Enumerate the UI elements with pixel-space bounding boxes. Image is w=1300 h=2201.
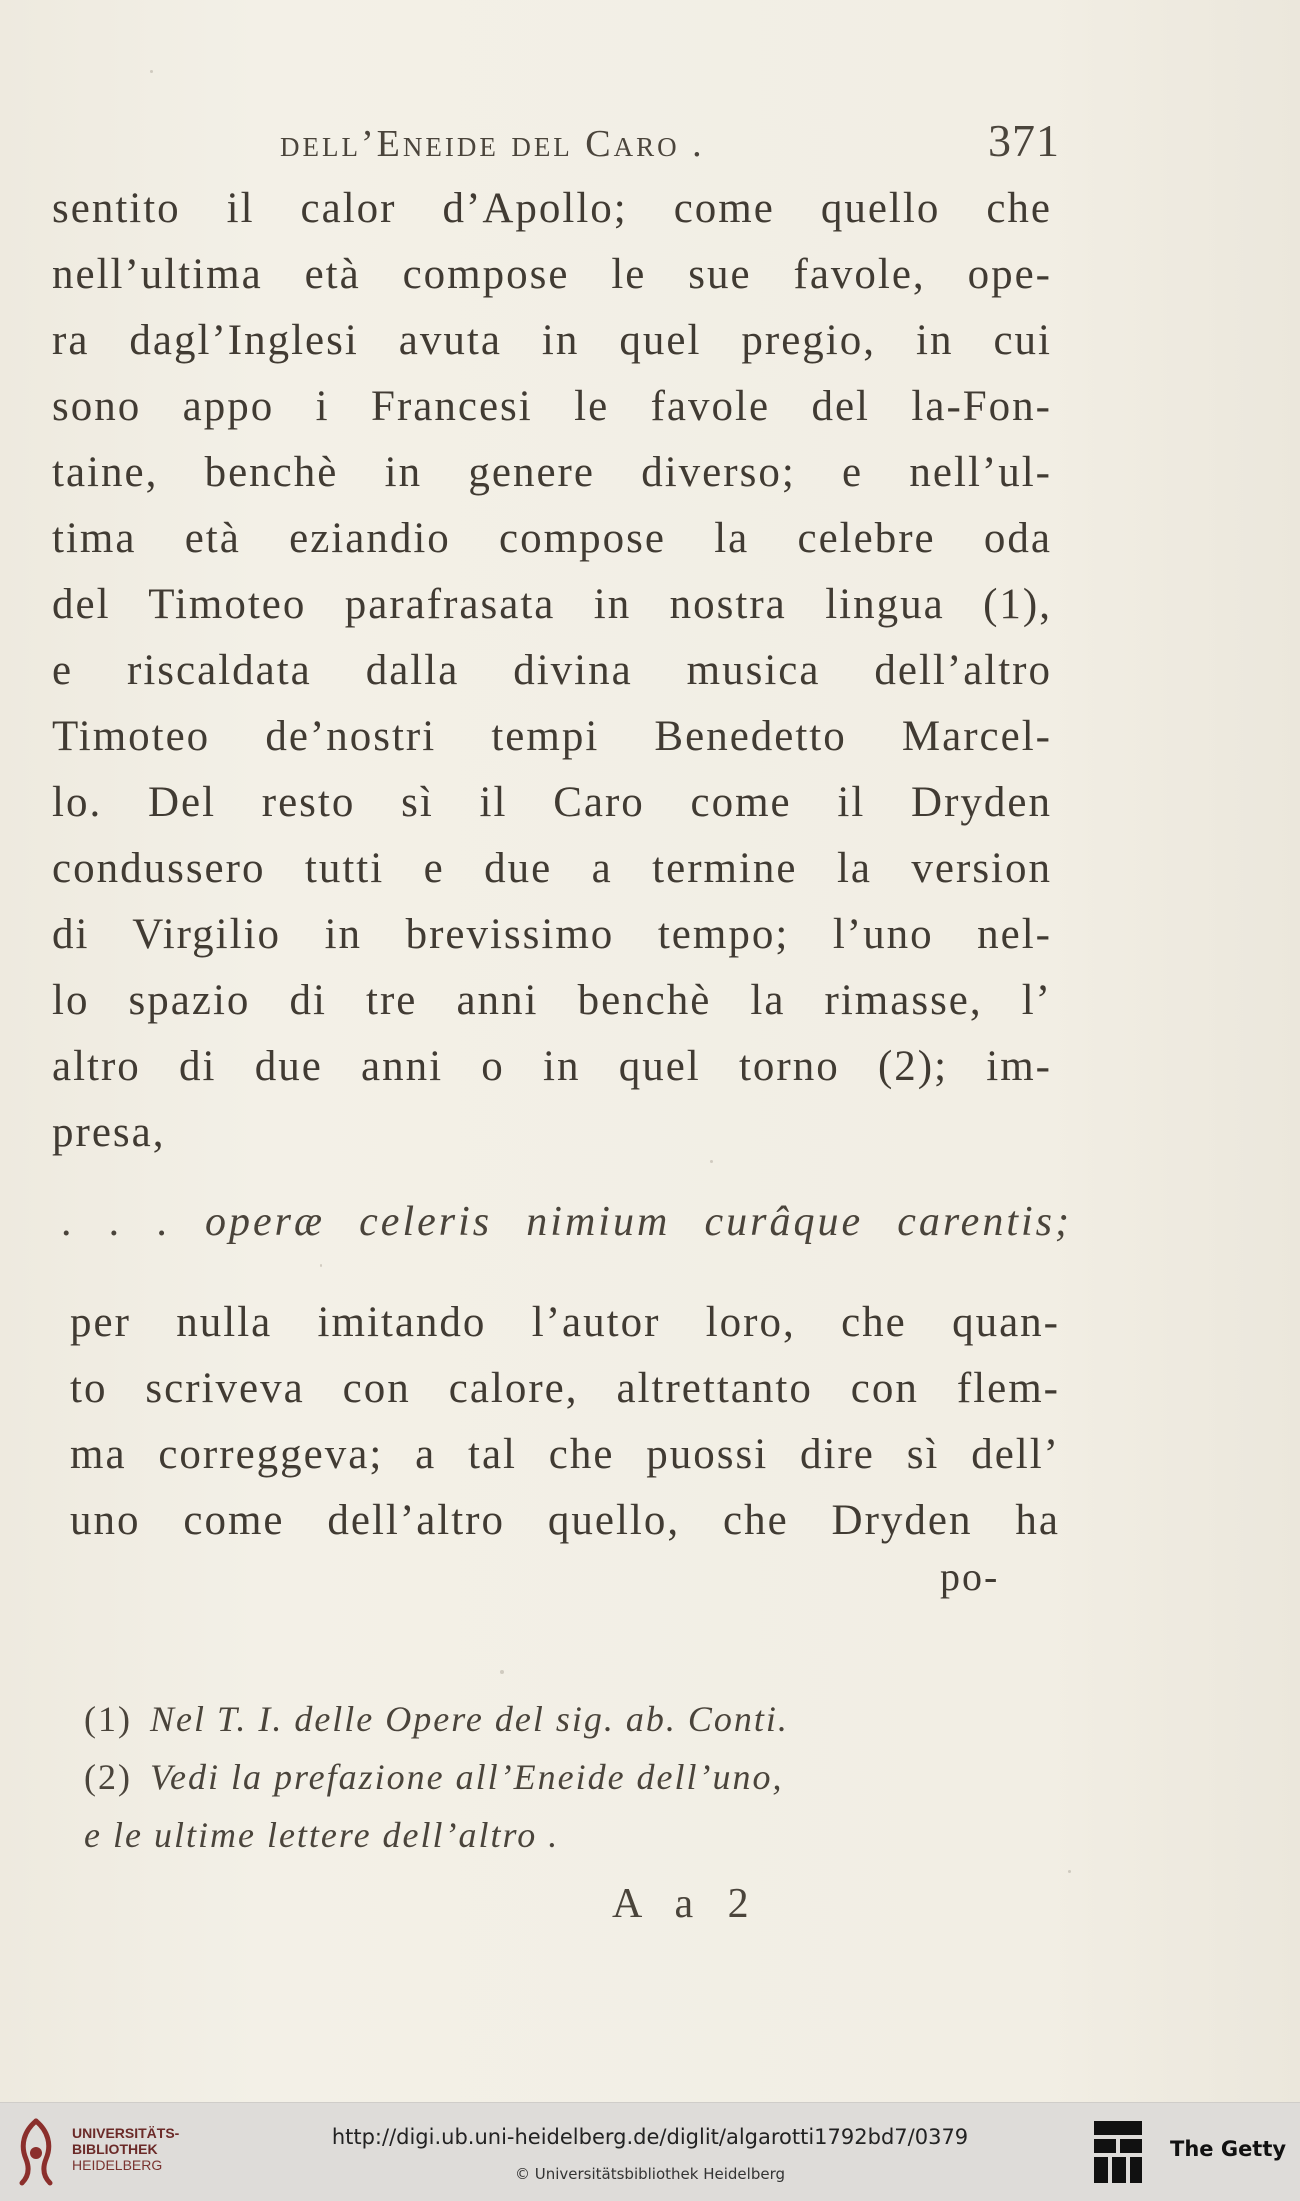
- main-text-block-continued: [70, 1290, 1060, 1554]
- footnote: [84, 1748, 1074, 1806]
- paper-speck: [710, 1160, 713, 1163]
- copyright-notice: © Universitätsbibliothek Heidelberg: [514, 2165, 785, 2183]
- main-text-block: [52, 176, 1052, 1166]
- text-line: di Virgilio in brevissimo tempo; l’uno nel-: [52, 911, 1052, 958]
- text-line: nell’ultima età compose le sue favole, ope-: [52, 251, 1052, 298]
- text-line: per nulla imitando l’autor loro, che quan-: [70, 1299, 1060, 1346]
- text-line: e riscaldata dalla divina musica dell’altro: [52, 647, 1052, 694]
- text-line: sentito il calor d’Apollo; come quello che: [52, 185, 1052, 232]
- library-name: [72, 2125, 179, 2173]
- text-line: Timoteo de’nostri tempi Benedetto Marcel-: [52, 713, 1052, 760]
- text-line: uno come dell’altro quello, che Dryden ha: [70, 1497, 1060, 1544]
- footnote-mark: (1): [84, 1699, 132, 1739]
- paper-speck: [150, 70, 153, 73]
- text-line: sono appo i Francesi le favole del la-Fon-: [52, 383, 1052, 430]
- footnote-mark: (2): [84, 1757, 132, 1797]
- library-name-line: UNIVERSITÄTS-: [72, 2125, 180, 2141]
- footnotes: [84, 1690, 1074, 1864]
- catchword: po-: [940, 1554, 1000, 1599]
- paper-speck: [1068, 1870, 1071, 1873]
- text-line: to scriveva con calore, altrettanto con flem-: [70, 1365, 1060, 1412]
- getty-logo-icon: [1090, 2117, 1146, 2187]
- running-head: [270, 115, 1060, 178]
- paper-speck: [320, 1264, 322, 1267]
- text-line: ra dagl’Inglesi avuta in quel pregio, in cui: [52, 317, 1052, 364]
- page-number: 371: [988, 115, 1060, 166]
- footnote-text: e le ultime lettere dell’altro .: [84, 1815, 560, 1855]
- text-line: condussero tutti e due a termine la version: [52, 845, 1052, 892]
- footnote-text: Nel T. I. delle Opere del sig. ab. Conti.: [149, 1699, 789, 1739]
- text-line: tima età eziandio compose la celebre oda: [52, 515, 1052, 562]
- university-library-logo-icon: [14, 2117, 58, 2187]
- running-head-title: dell’Eneide del Caro .: [280, 123, 705, 165]
- footer-bar: [0, 2102, 1300, 2201]
- text-line: altro di due anni o in quel torno (2); im-: [52, 1043, 1052, 1090]
- text-line: lo spazio di tre anni benchè la rimasse, l’: [52, 977, 1052, 1024]
- footnote-text: Vedi la prefazione all’Eneide dell’uno,: [149, 1757, 784, 1797]
- text-line: presa,: [52, 1109, 166, 1156]
- footnote: [84, 1806, 1074, 1864]
- permalink-url[interactable]: http://digi.ub.uni-heidelberg.de/diglit/algarotti1792bd7/0379: [331, 2125, 969, 2149]
- paper-speck: [500, 1670, 504, 1674]
- signature-mark: A a 2: [612, 1881, 761, 1927]
- text-line: ma correggeva; a tal che puossi dire sì dell’: [70, 1431, 1060, 1478]
- partner-name: The Getty: [1170, 2137, 1287, 2161]
- library-name-line: HEIDELBERG: [72, 2157, 163, 2173]
- library-name-line: BIBLIOTHEK: [72, 2141, 158, 2157]
- text-line: lo. Del resto sì il Caro come il Dryden: [52, 779, 1052, 826]
- text-line: taine, benchè in genere diverso; e nell’ul-: [52, 449, 1052, 496]
- text-line: del Timoteo parafrasata in nostra lingua (1),: [52, 581, 1052, 628]
- footnote: [84, 1690, 1074, 1748]
- latin-quotation: . . . operæ celeris nimium curâque carentis;: [62, 1199, 1072, 1245]
